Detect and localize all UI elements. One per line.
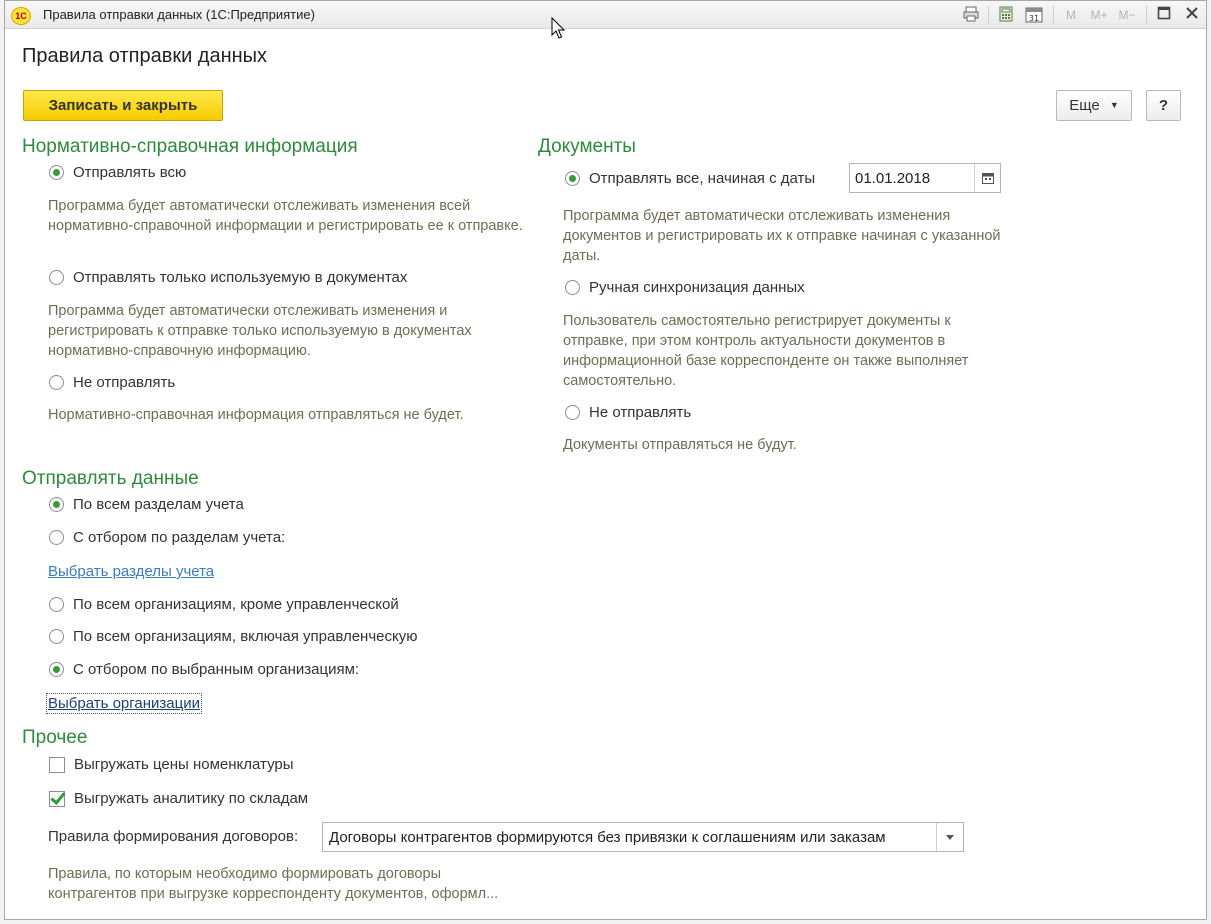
checkbox-label: Выгружать цены номенклатуры bbox=[74, 756, 294, 773]
radio-indicator bbox=[565, 280, 580, 295]
checkbox-label: Выгружать аналитику по складам bbox=[74, 790, 309, 807]
other-group-heading: Прочее bbox=[22, 727, 88, 748]
nsi-radio-send-all[interactable] bbox=[49, 164, 186, 181]
form-title: Правила отправки данных bbox=[22, 45, 268, 67]
docs-group-heading: Документы bbox=[538, 136, 636, 157]
mouse-cursor-icon bbox=[551, 17, 565, 46]
nsi-group-heading: Нормативно-справочная информация bbox=[22, 136, 358, 157]
more-button-label: Еще bbox=[1069, 97, 1100, 114]
nsi-radio-send-used[interactable] bbox=[49, 269, 407, 286]
select-sections-link[interactable]: Выбрать разделы учета bbox=[48, 563, 215, 580]
title-bar bbox=[5, 1, 1206, 29]
docs-radio-send-from-date[interactable] bbox=[565, 170, 815, 187]
nsi-dont-send-hint: Нормативно-справочная информация отправляться не будет. bbox=[48, 407, 464, 423]
radio-label: Не отправлять bbox=[73, 374, 176, 391]
radio-label: Отправлять все, начиная с даты bbox=[589, 170, 816, 187]
export-warehouse-analytics-checkbox[interactable] bbox=[49, 790, 308, 807]
checkbox-indicator bbox=[49, 757, 65, 773]
chevron-down-icon: ▼ bbox=[1109, 100, 1119, 110]
radio-indicator bbox=[49, 375, 64, 390]
nsi-send-used-hint: Программа будет автоматически отслеживать изменения и регистрировать к отправке только используемую в документах нормативно-справочную информацию. bbox=[48, 303, 472, 359]
start-date-input[interactable] bbox=[850, 164, 979, 192]
radio-indicator bbox=[49, 662, 64, 677]
send-radio-orgs-including-managerial[interactable] bbox=[49, 628, 417, 645]
radio-label: С отбором по выбранным организациям: bbox=[73, 661, 360, 678]
dropdown-arrow-icon[interactable] bbox=[936, 823, 963, 851]
memory-m-icon[interactable]: M bbox=[1066, 8, 1076, 22]
docs-manual-sync-hint: Пользователь самостоятельно регистрирует документы к отправке, при этом контроль актуальности документов в информационной базе корреспонденте он также выполняет самостоятельно. bbox=[563, 313, 969, 389]
contract-rules-hint: Правила, по которым необходимо формировать договоры контрагентов при выгрузке корреспонденту документов, оформл... bbox=[48, 866, 499, 902]
calendar-icon[interactable] bbox=[1023, 6, 1045, 24]
checkbox-indicator bbox=[49, 791, 65, 807]
more-button[interactable] bbox=[1056, 90, 1132, 121]
radio-indicator bbox=[49, 629, 64, 644]
radio-label: Отправлять всю bbox=[73, 164, 187, 181]
close-icon[interactable] bbox=[1183, 6, 1201, 24]
radio-indicator bbox=[49, 270, 64, 285]
radio-label: Ручная синхронизация данных bbox=[589, 279, 805, 296]
window-title: Правила отправки данных (1С:Предприятие) bbox=[43, 7, 315, 22]
print-icon[interactable] bbox=[961, 6, 981, 24]
send-radio-all-sections[interactable] bbox=[49, 496, 244, 513]
select-organizations-link[interactable]: Выбрать организации bbox=[48, 695, 200, 712]
nsi-radio-dont-send[interactable] bbox=[49, 374, 175, 391]
send-radio-orgs-except-managerial[interactable] bbox=[49, 596, 399, 613]
export-prices-checkbox[interactable] bbox=[49, 756, 294, 773]
contract-rules-select[interactable] bbox=[322, 822, 964, 852]
radio-indicator bbox=[49, 530, 64, 545]
docs-send-from-date-hint: Программа будет автоматически отслеживать изменения документов и регистрировать их к отправке начиная с указанной даты. bbox=[563, 208, 1001, 264]
form-window bbox=[4, 0, 1207, 920]
memory-plus-icon[interactable]: M+ bbox=[1090, 8, 1108, 22]
toolbar-separator bbox=[1146, 6, 1147, 24]
start-date-field[interactable] bbox=[849, 163, 1001, 193]
calendar-picker-icon[interactable] bbox=[974, 164, 1000, 192]
contract-rules-value: Договоры контрагентов формируются без привязки к соглашениям или заказам bbox=[329, 829, 886, 846]
send-radio-filter-sections[interactable] bbox=[49, 529, 285, 546]
radio-indicator bbox=[49, 497, 64, 512]
radio-indicator bbox=[49, 597, 64, 612]
docs-dont-send-hint: Документы отправляться не будут. bbox=[563, 437, 797, 453]
radio-label: По всем разделам учета bbox=[73, 496, 244, 513]
help-button[interactable]: ? bbox=[1146, 90, 1181, 121]
contract-rules-label: Правила формирования договоров: bbox=[48, 828, 299, 845]
radio-label: По всем организациям, кроме управленческой bbox=[73, 596, 399, 613]
docs-radio-dont-send[interactable] bbox=[565, 404, 691, 421]
radio-indicator bbox=[565, 171, 580, 186]
send-radio-selected-orgs[interactable] bbox=[49, 661, 359, 678]
radio-indicator bbox=[49, 165, 64, 180]
nsi-send-all-hint: Программа будет автоматически отслеживать изменения всей нормативно-справочной информации и регистрировать ее к отправке. bbox=[48, 198, 523, 234]
radio-label: Не отправлять bbox=[589, 404, 692, 421]
memory-minus-icon[interactable]: M− bbox=[1118, 8, 1136, 22]
radio-label: Отправлять только используемую в документах bbox=[73, 269, 408, 286]
maximize-icon[interactable] bbox=[1155, 6, 1173, 24]
app-logo-icon: 1С bbox=[11, 7, 31, 25]
docs-radio-manual-sync[interactable] bbox=[565, 279, 805, 296]
radio-indicator bbox=[565, 405, 580, 420]
radio-label: С отбором по разделам учета: bbox=[73, 529, 286, 546]
toolbar-separator bbox=[1053, 6, 1054, 24]
send-data-group-heading: Отправлять данные bbox=[22, 468, 199, 489]
svg-text:31: 31 bbox=[1028, 14, 1040, 23]
toolbar-separator bbox=[988, 6, 989, 24]
save-and-close-button[interactable]: Записать и закрыть bbox=[23, 90, 223, 121]
calculator-icon[interactable] bbox=[996, 6, 1016, 24]
radio-label: По всем организациям, включая управленческую bbox=[73, 628, 418, 645]
